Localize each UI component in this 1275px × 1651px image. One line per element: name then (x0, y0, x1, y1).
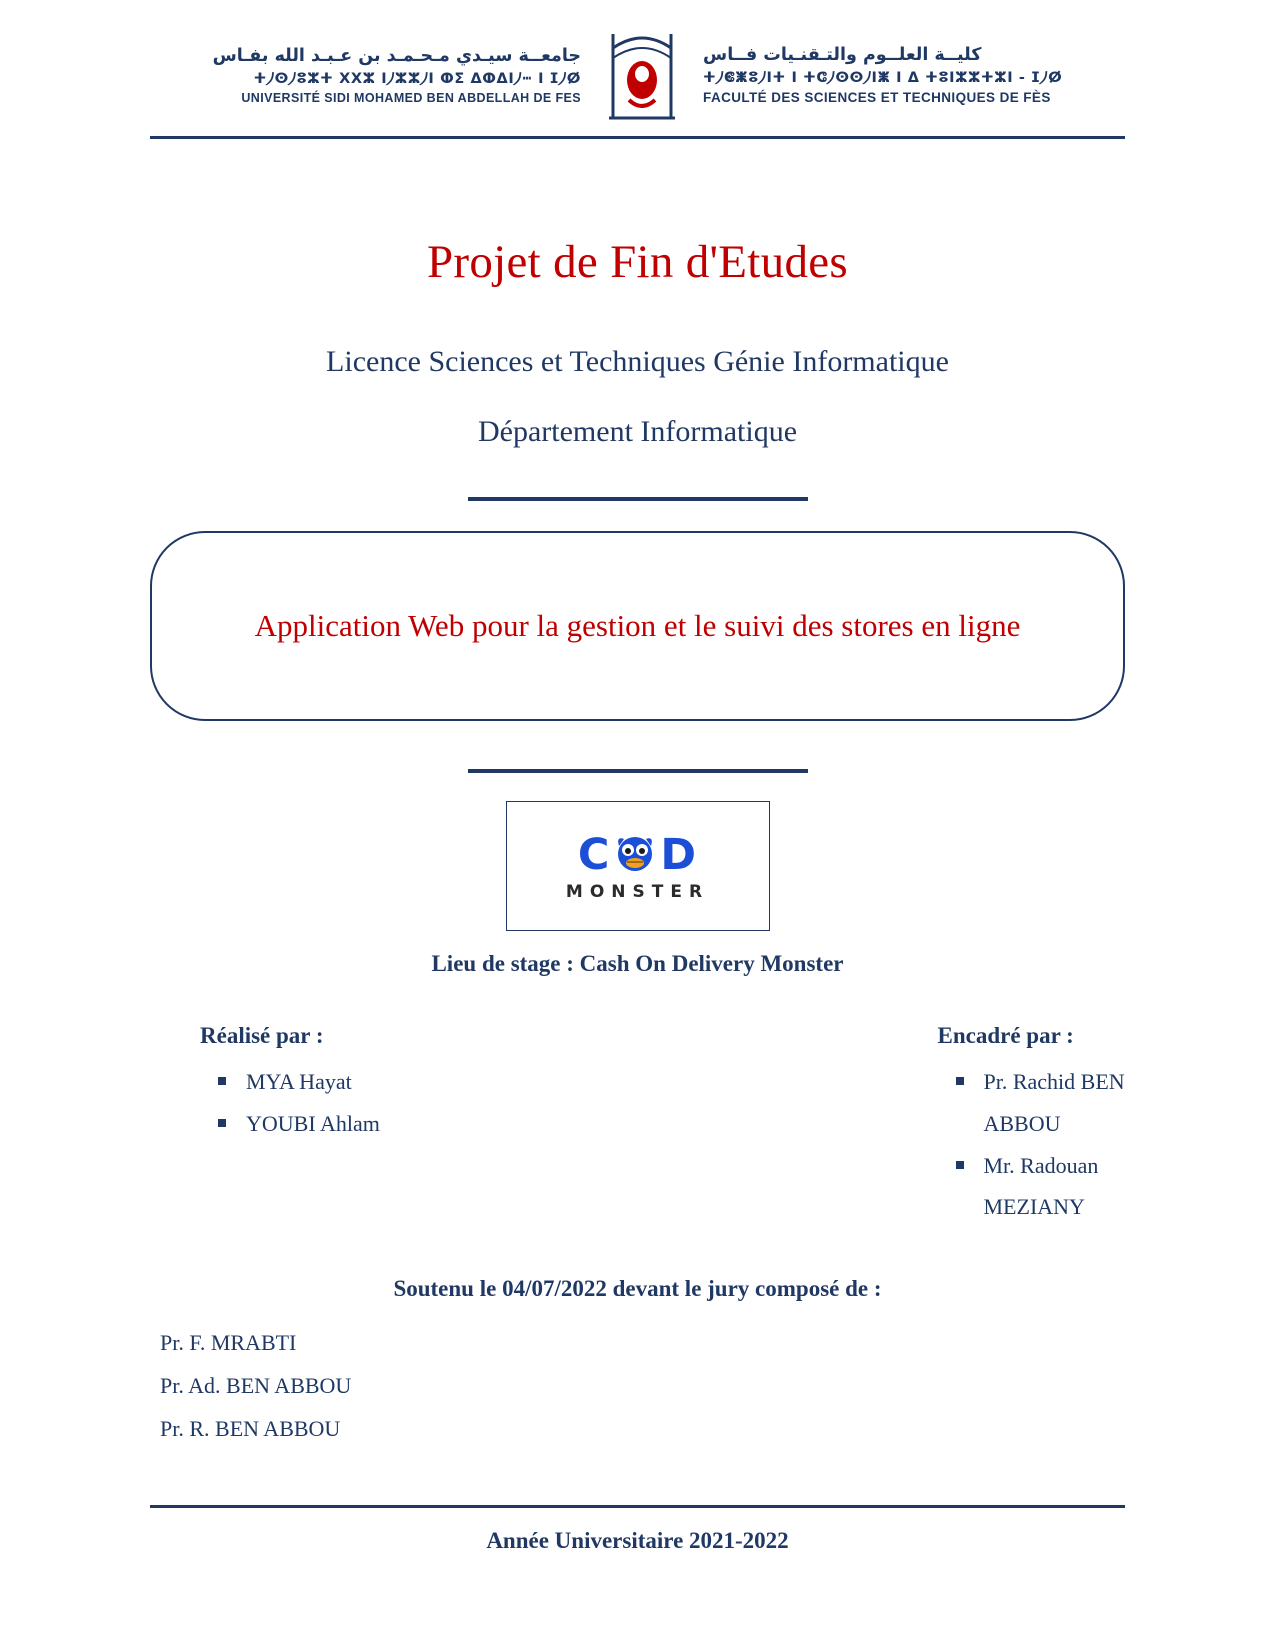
project-title: Application Web pour la gestion et le suivi des stores en ligne (254, 607, 1021, 643)
university-name-french: UNIVERSITÉ SIDI MOHAMED BEN ABDELLAH DE FES (241, 90, 582, 105)
project-title-box (150, 531, 1125, 721)
faculty-name-tifinagh: ⵜ⵰ⵞⵥⵓ⵰Iⵜ I ⵜⵛ⵰ⵙⵙ⵰Iⵥ I ⵠ ⵜⵓIⵣⵣⵜⵣI - ⵊ⵰ⵁ (703, 69, 1063, 86)
university-name-tifinagh: ⵜ⵰ⵙ⵰ⵓⵣⵜ ⵝⵝⵣ ⵏ⵰ⵣⵣ⵰ⵏ ⵀⵉ ⵠⵀⵠⵏ⵰ⵈ I ⵊ⵰ⵁ (253, 70, 582, 87)
faculty-name-french: FACULTÉ DES SCIENCES ET TECHNIQUES DE FÈS (703, 90, 1051, 106)
faculty-block (703, 45, 1062, 107)
list-item: Mr. Radouan MEZIANY (952, 1145, 1126, 1229)
list-item: YOUBI Ahlam (214, 1103, 638, 1145)
faculty-name-arabic: كليــة العلــوم والتـقنـيات فــاس (703, 45, 982, 66)
supervisors-heading: Encadré par : (937, 1023, 1074, 1048)
page-title: Projet de Fin d'Etudes (426, 236, 849, 288)
footer-divider (150, 1505, 1125, 1508)
divider-above-title-box (468, 497, 808, 501)
company-logo-box (506, 801, 770, 931)
department-subtitle: Département Informatique (477, 415, 798, 448)
degree-subtitle: Licence Sciences et Techniques Génie Informatique (326, 345, 949, 378)
list-item: Pr. Ad. BEN ABBOU (160, 1373, 352, 1399)
authors-list (200, 1061, 638, 1145)
people-section (150, 1023, 1125, 1228)
logo-letter-c: C (577, 830, 611, 880)
university-block (213, 46, 581, 107)
supervisors-list (938, 1061, 1126, 1228)
list-item: Pr. R. BEN ABBOU (160, 1415, 341, 1441)
list-item: Pr. F. MRABTI (160, 1330, 297, 1356)
jury-list (160, 1322, 1275, 1451)
usmba-crest-icon (599, 28, 685, 124)
supervisors-column (638, 1023, 1126, 1228)
university-name-arabic: جامعــة سيـدي مـحـمـد بن عـبـد الله بفـاس (212, 45, 582, 66)
document-header (0, 0, 1275, 124)
list-item: Pr. Rachid BEN ABBOU (952, 1061, 1126, 1145)
logo-letter-d: D (660, 830, 698, 880)
list-item: MYA Hayat (214, 1061, 638, 1103)
cod-monster-mascot-icon (612, 831, 658, 880)
internship-place: Lieu de stage : Cash On Delivery Monster (431, 951, 844, 976)
logo-word-monster: MONSTER (565, 882, 710, 902)
jury-title: Soutenu le 04/07/2022 devant le jury composé de : (393, 1276, 882, 1302)
company-logo-row (578, 830, 697, 880)
divider-below-title-box (468, 769, 808, 773)
header-divider (150, 136, 1125, 139)
authors-heading: Réalisé par : (200, 1023, 324, 1048)
academic-year: Année Universitaire 2021-2022 (486, 1527, 789, 1553)
authors-column (150, 1023, 638, 1228)
